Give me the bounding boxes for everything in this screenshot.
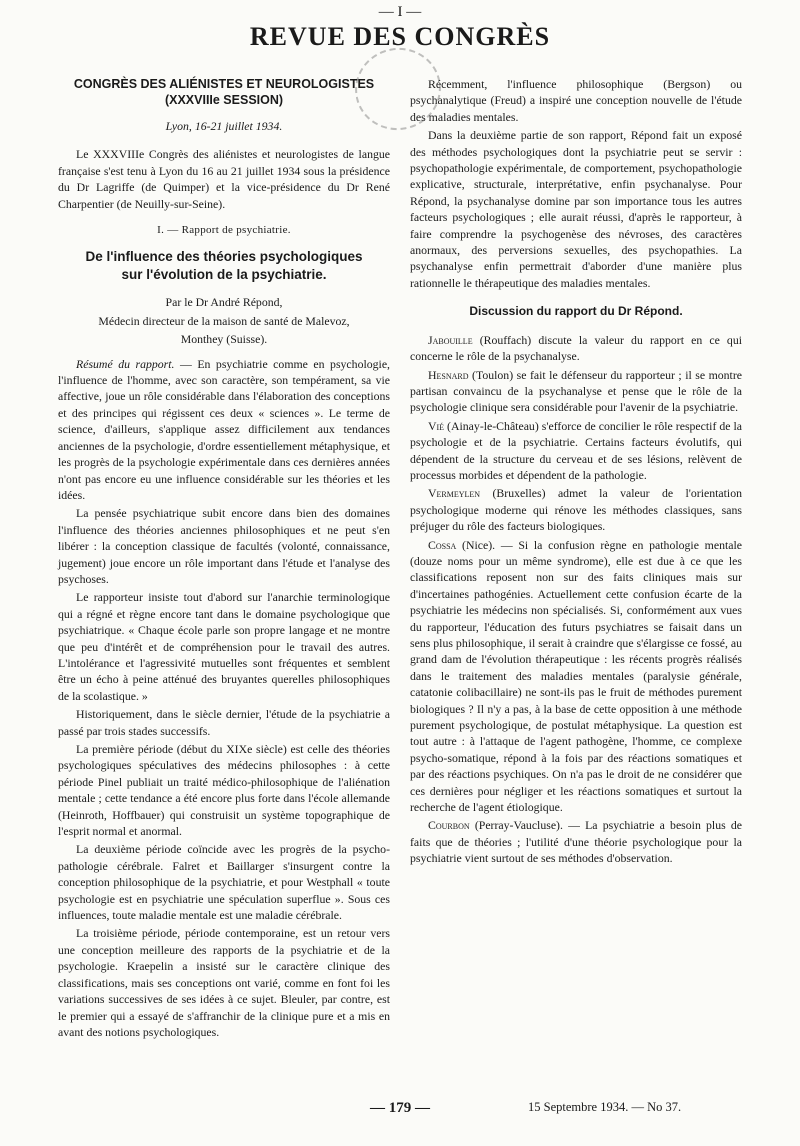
discussion-entry [410, 332, 742, 365]
discussion-heading: Discussion du rapport du Dr Répond. [469, 304, 683, 319]
congress-place-date: Lyon, 16-21 juillet 1934. [165, 119, 283, 133]
page-number: — 179 — [370, 1100, 430, 1116]
discussant-name: Vermeylen [428, 486, 481, 501]
report-paragraph: La deuxième période coïncide avec les progrès de la psycho-pathologie cérébrale. Falret et Baillarger s'insurgent contre la conception philosophique de la psychiatrie, et pour Westphall « toute psychologie est en psychiatrie une spéculation superflue ». Sous ces influences, toute maladie mentale est une maladie cérébrale. [58, 842, 390, 923]
summary-label: Résumé du rapport. [76, 356, 175, 371]
congress-intro: Le XXXVIIIe Congrès des aliénistes et neurologistes de langue française s'est tenu à Lyon du 16 au 21 juillet 1934 sous la présidence du Dr Lagriffe (de Quimper) et la vice-présidence du Dr René Charpentier (de Neuilly-sur-Seine). [58, 147, 390, 211]
discussion-text: (Ainay-le-Château) s'efforce de concilier le rôle respectif de la psychologie et de la psychiatrie. Certains facteurs évolutifs, qui dépendent de la structure du cerveau et de ses lésions, relèvent de processus morbides et dépendent de la pathologie. [410, 418, 742, 482]
discussion-text: (Nice). — Si la confusion règne en pathologie mentale (douze noms pour un même syndrome), elle est due à ce que les classifications reposent non sur des faits cliniques mais sur d'incertaines pathogénies. Actuellement cette confusion écarte de la psychiatrie les médecins non spécialisés. Si, conformément aux vues du rapporteur, l'éducation des futurs psychiatres se faisait dans un sens plus philosophique, il serait à craindre que s'élargisse ce fossé, au grand dam de l'évolution thérapeutique : les récents progrès réalisés dans le traitement des maladies mentales (paralysie générale, catatonie colibacillaire) ne sont-ils pas le fruit de méthodes purement biologiques ? Il n'y a pas, à la base de cette opposition à une méthode purement psychologique, de postulat métaphysique. La question est tout autre : à l'attaque de l'agent pathogène, l'homme, ce complexe psycho-somatique, répond à la fois par des réactions somatiques et par des réactions psychiques. On n'a pas le droit de ne considérer que ces dernières pour négliger et les réactions somatiques et surtout la recherche de l'agent étiologique. [410, 537, 742, 815]
discussant-name: Jabouille [428, 332, 473, 347]
report-paragraph: Récemment, l'influence philosophique (Bergson) ou psychanalytique (Freud) a inspiré une conception nouvelle de l'étude des maladies mentales. [410, 77, 742, 124]
discussion-text: (Perray-Vaucluse). — La psychiatrie a besoin plus de faits que de théories ; l'utilité d'une théorie psychologique pour la psychiatrie vient surtout de ses méthodes d'observation. [410, 818, 742, 866]
discussion-entry [410, 537, 742, 816]
report-affiliation-line1: Médecin directeur de la maison de santé de Malevoz, [98, 313, 350, 328]
discussion-entry [410, 817, 742, 866]
report-paragraph: Dans la deuxième partie de son rapport, Répond fait un exposé des méthodes psychologiques dont la psychiatrie peut se servir : psychopathologie expérimentale, de comportement, psychopathologie explicative, structurale, interprétative, enfin psychanalyse. Pour Répond, la psychanalyse domine par son importance tous les autres facteurs psychologiques ; elle aurait réussi, d'après le rapporteur, à faire comprendre la psychogenèse des névroses, des caractères anormaux, des perversions sexuelles, des psychopathies. La psychanalyse enfin permettrait d'aborder d'une manière plus rationnelle le thérapeutique des maladies mentales. [410, 128, 742, 290]
report-paragraph: Historiquement, dans le siècle dernier, l'étude de la psychiatrie a passé par trois stades successifs. [58, 707, 390, 738]
congress-heading-line2: (XXXVIIIe SESSION) [164, 93, 284, 107]
discussant-name: Courbon [428, 818, 470, 833]
page-top-mark: — I — [378, 4, 422, 20]
report-author: Par le Dr André Répond, [165, 295, 283, 310]
report-paragraph: Le rapporteur insiste tout d'abord sur l'anarchie terminologique qui a régné et règne encore tant dans le domaine psychologique que psychiatrique. « Chaque école parle son propre langage et ne montre que peu d'intérêt et de compréhension pour le travail des autres. L'intolérance et l'agressivité mutuelles sont fréquentes et semblent être un écho à peine atténué des bruyantes querelles philosophiques de la scolastique. » [58, 590, 390, 703]
report-paragraph-text: — En psychiatrie comme en psychologie, l'influence de l'homme, avec son caractère, son tempérament, sa vie affective, joue un rôle considérable dans l'élaboration des conceptions et des principes qui régissent ces deux « sciences ». Le terme de science, d'ailleurs, s'applique assez difficilement aux tendances anciennes de la psychologie, d'ordre essentiellement métaphysique, et les progrès de la psychologie expérimentale dans ces dernières années n'ont pas encore eu une influence considérable sur les théories et les idées. [58, 356, 391, 502]
report-title-line2: sur l'évolution de la psychiatrie. [121, 267, 327, 283]
discussant-name: Vié [428, 418, 445, 433]
report-title-line1: De l'influence des théories psychologiques [85, 249, 363, 265]
congress-heading-line1: CONGRÈS DES ALIÉNISTES ET NEUROLOGISTES [73, 77, 375, 91]
discussion-entry [410, 485, 742, 534]
discussion-text: (Toulon) se fait le défenseur du rapporteur ; il se montre partisan convaincu de la psychanalyse et pense que le rôle de la psychologie clinique sera considérable pour l'avenir de la psychiatrie. [410, 367, 742, 415]
discussion-text: (Rouffach) discute la valeur du rapport en ce qui concerne le rôle de la psychanalyse. [410, 332, 742, 364]
report-paragraph: La pensée psychiatrique subit encore dans bien des domaines l'influence des théories anciennes philosophiques et ne peut s'en libérer : la conception classique de facultés (volonté, connaissance, jugement) joue encore un rôle important dans l'étude et l'analyse des psychoses. [58, 506, 390, 586]
discussion-entry [410, 367, 742, 416]
journal-title: REVUE DES CONGRÈS [249, 22, 551, 51]
discussion-entry [410, 418, 742, 484]
right-column [410, 76, 742, 869]
discussant-name: Cossa [428, 537, 457, 552]
discussant-name: Hesnard [428, 367, 469, 382]
section-heading: I. — Rapport de psychiatrie. [157, 224, 291, 237]
report-paragraph: La troisième période, période contemporaine, est un retour vers une conception meilleure des rapports de la psychiatrie et de la psychologie. Kraepelin a insisté sur le caractère clinique des classifications, mais ses conceptions ont varié, comme en font foi les variations successives de ses idées à ce sujet. Bleuler, par contre, est le premier qui a essayé de s'affranchir de la clinique pure et a mis en avant des notions psychologiques. [58, 926, 390, 1039]
issue-date: 15 Septembre 1934. — No 37. [528, 1100, 682, 1114]
left-column [58, 76, 390, 1042]
discussion-text: (Bruxelles) admet la valeur de l'orientation psychologique moderne qui rénove les méthodes classiques, sans préjuger du rôle des facteurs biologiques. [410, 486, 742, 534]
report-affiliation-line2: Monthey (Suisse). [180, 332, 268, 347]
report-title [58, 248, 390, 284]
report-paragraph: La première période (début du XIXe siècle) est celle des théories psychologiques spéculatives des médecins philosophes : à cette période Pinel publiait un traité médico-philosophique de l'aliénation mentale ; cette tendance a été encore plus forte dans l'école allemande (Heinroth, Hoffbauer) qui construisit un système topographique de l'esprit normal et anormal. [58, 742, 390, 839]
report-paragraph [58, 356, 390, 504]
